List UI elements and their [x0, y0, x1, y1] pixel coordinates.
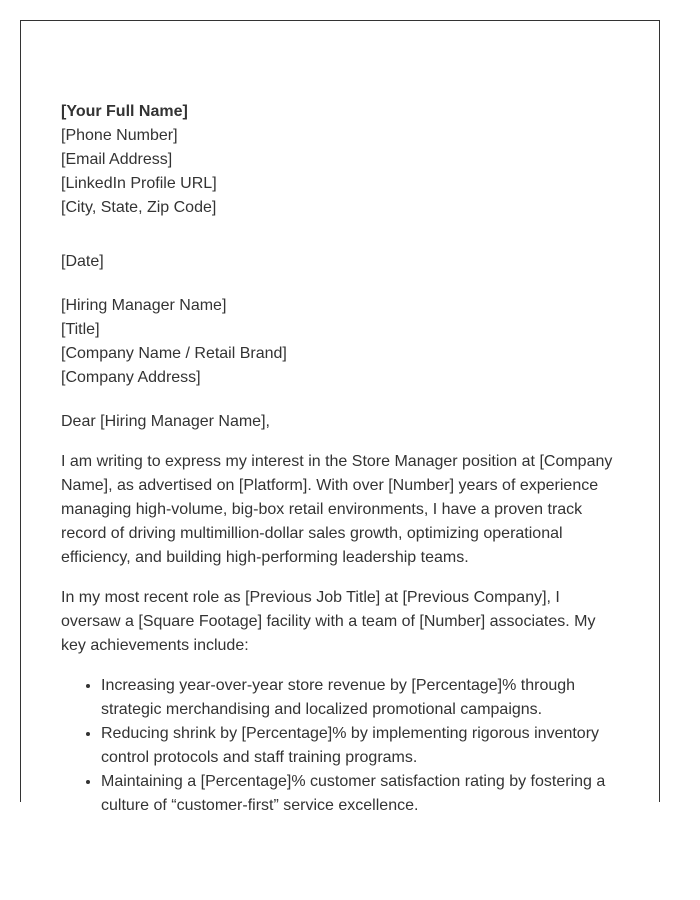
paragraph-intro: I am writing to express my interest in the Store Manager position at [Company Name], as advertised on [Platform]. With over [Number] years of experience managing high-volume, big-box retail environments, I have a proven track record of driving multimillion-dollar sales growth, optimizing operational efficiency, and building high-performing leadership teams. — [61, 453, 613, 566]
letter-content — [61, 100, 621, 818]
list-item: • Increasing year-over-year store revenue by [Percentage]% through strategic merchandising and localized promotional campaigns. — [101, 674, 621, 722]
recipient-address: [Company Address] — [61, 369, 201, 386]
letter-date: [Date] — [61, 253, 104, 270]
sender-city: [City, State, Zip Code] — [61, 199, 217, 216]
list-item: • Maintaining a [Percentage]% customer satisfaction rating by fostering a culture of “customer-first” service excellence. — [101, 770, 621, 818]
recipient-block — [61, 294, 621, 390]
sender-email: [Email Address] — [61, 151, 173, 168]
sender-name: [Your Full Name] — [61, 103, 188, 120]
sender-block — [61, 100, 621, 220]
recipient-company: [Company Name / Retail Brand] — [61, 345, 287, 362]
recipient-name: [Hiring Manager Name] — [61, 297, 227, 314]
document-page — [20, 20, 660, 814]
salutation: Dear [Hiring Manager Name], — [61, 413, 270, 430]
paragraph-experience: In my most recent role as [Previous Job Title] at [Previous Company], I oversaw a [Square Footage] facility with a team of [Number] associates. My key achievements include: — [61, 589, 596, 654]
sender-phone: [Phone Number] — [61, 127, 178, 144]
recipient-title: [Title] — [61, 321, 100, 338]
date-line — [61, 250, 621, 274]
achievements-list — [61, 674, 621, 818]
list-item: • Reducing shrink by [Percentage]% by implementing rigorous inventory control protocols and staff training programs. — [101, 722, 621, 770]
sender-linkedin: [LinkedIn Profile URL] — [61, 175, 217, 192]
